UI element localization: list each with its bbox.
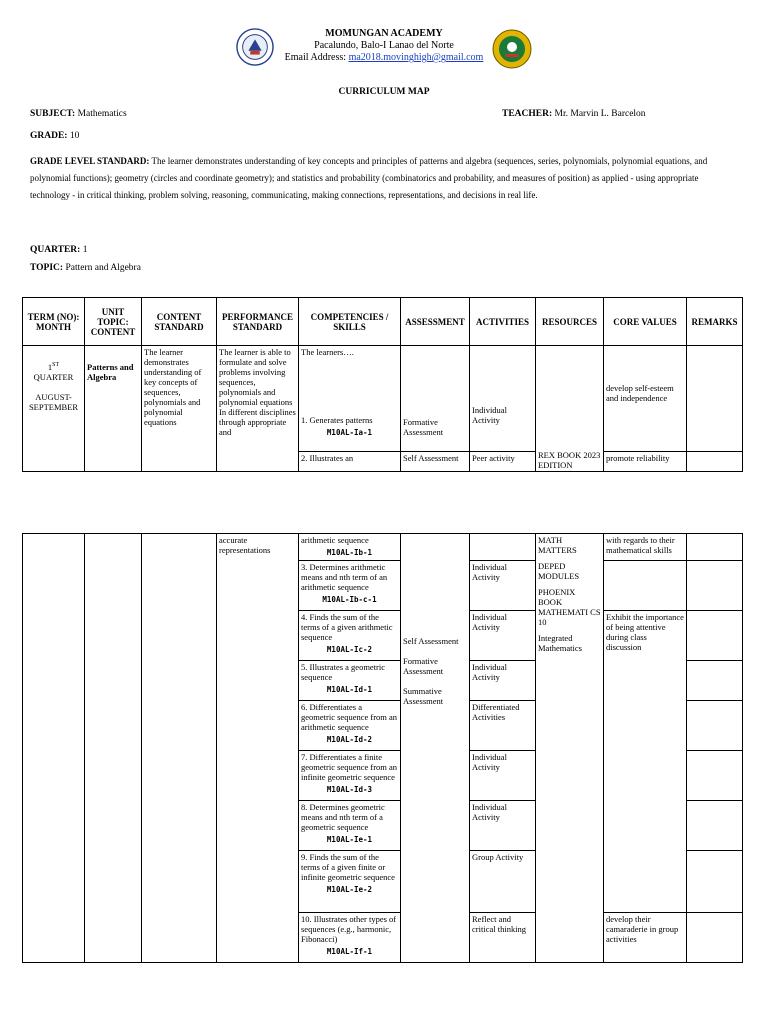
remarks-10 [687,913,743,963]
competency-5: 5. Illustrates a geometric sequence M10AL-Id-1 [299,661,401,701]
assessment-cell: Formative Assessment [401,346,470,452]
topic-field [30,263,141,273]
email-label: Email Address: [284,52,347,63]
assessment-summative: Summative Assessment [403,686,444,706]
competency-1-code: M10AL-Ia-1 [326,428,373,437]
activity-8: Individual Activity [470,801,536,851]
competency-8: 8. Determines geometric means and nth term of a geometric sequence M10AL-Ie-1 [299,801,401,851]
assessment-2: Self Assessment [401,451,470,471]
term-number: 1ST [47,361,60,372]
subject-value: Mathematics [77,109,127,119]
resources-cell: REX BOOK 2023 EDITION [536,346,604,472]
gls-text: The learner demonstrates understanding of key concepts and principles of patterns and algebra (sequences, series, polynomials, polynomial equations, and polynomial functions); geometry (circles and coordinate geometry); and statistics and probability (combinatorics and probability, and measures of position) as applied - using appropriate technology - in critical thinking, problem solving, reasoning, communicating, making connections, representations, and decisions in real life. [30,156,708,200]
activity-cell: Individual Activity [470,346,536,452]
header-assessment: ASSESSMENT [401,298,470,346]
term-months: AUGUST-SEPTEMBER [28,391,79,412]
school-name: MOMUNGAN ACADEMY [325,28,443,39]
activity-4: Individual Activity [470,611,536,661]
document-header [0,28,768,64]
grade-value: 10 [69,131,80,141]
school-address: Pacalundo, Balo-I Lanao del Norte [314,40,454,51]
remarks-4 [687,611,743,661]
remarks-5 [687,661,743,701]
assessment-cell-cont [401,534,470,963]
remarks-8 [687,801,743,851]
performance-standard-cell: The learner is able to formulate and solve problems involving sequences, polynomials and polynomial equations In different disciplines through appropriate and [217,346,299,472]
competency-4-code: M10AL-Ic-2 [326,645,373,654]
remarks-7 [687,751,743,801]
teacher-field [502,109,646,119]
competency-6-code: M10AL-Id-2 [326,735,373,744]
curriculum-table-part2 [22,533,743,963]
activity-2: Peer activity [470,451,536,471]
competency-2-code: M10AL-Ib-1 [326,548,373,557]
unit-cell: Patterns and Algebra [85,346,142,472]
competency-10: 10. Illustrates other types of sequences (e.g., harmonic, Fibonacci) M10AL-If-1 [299,913,401,963]
remarks-cell [687,346,743,452]
remarks-9 [687,851,743,913]
header-activities: ACTIVITIES [470,298,536,346]
resource-item: Integrated Mathematics [538,633,582,653]
term-cell [23,346,85,472]
assessment-formative: Formative Assessment [403,656,444,676]
topic-value: Pattern and Algebra [65,263,141,273]
competency-8-code: M10AL-Ie-1 [326,835,373,844]
activity-9: Group Activity [470,851,536,913]
term-cell-cont [23,534,85,963]
remarks-cont [687,534,743,561]
header-term: TERM (NO): MONTH [23,298,85,346]
competency-cell [299,346,401,452]
core-values-10: develop their camaraderie in group activities [604,913,687,963]
header-remarks: REMARKS [687,298,743,346]
header-unit: UNIT TOPIC: CONTENT [85,298,142,346]
header-resources: RESOURCES [536,298,604,346]
competency-7: 7. Differentiates a finite geometric sequence from an infinite geometric sequence M10AL-Id-3 [299,751,401,801]
document-title: CURRICULUM MAP [338,87,430,97]
competency-10-code: M10AL-If-1 [326,947,373,956]
activity-6: Differentiated Activities [470,701,536,751]
teacher-label: TEACHER: [502,109,553,119]
subject-field [30,109,127,119]
quarter-label: QUARTER: [30,245,81,255]
activity-10: Reflect and critical thinking [470,913,536,963]
competency-9: 9. Finds the sum of the terms of a given finite or infinite geometric sequence M10AL-Ie-2 [299,851,401,913]
core-values-cont: with regards to their mathematical skills [604,534,687,561]
resource-item: DEPED MODULES [538,561,580,581]
email-line [0,52,768,64]
core-values-cell: develop self-esteem and independence [604,346,687,452]
unit-cell-cont [85,534,142,963]
activity-7: Individual Activity [470,751,536,801]
competency-4: 4. Finds the sum of the terms of a given arithmetic sequence M10AL-Ic-2 [299,611,401,661]
resource-item: MATH MATTERS [538,535,577,555]
quarter-value: 1 [82,245,88,255]
core-values-3 [604,561,687,611]
header-core-values: CORE VALUES [604,298,687,346]
resource-item: PHOENIX BOOK MATHEMATI CS 10 [538,587,601,627]
content-standard-cell: The learner demonstrates understanding of key concepts of sequences, polynomials and polynomial equations [142,346,217,472]
subject-label: SUBJECT: [30,109,76,119]
topic-label: TOPIC: [30,263,64,273]
header-competencies: COMPETENCIES / SKILLS [299,298,401,346]
activity-5: Individual Activity [470,661,536,701]
core-values-2: promote reliability [604,451,687,471]
grade-label: GRADE: [30,131,68,141]
email-link[interactable]: ma2018.movinghigh@gmail.com [348,52,484,63]
competency-3: 3. Determines arithmetic means and nth term of an arithmetic sequence M10AL-Ib-c-1 [299,561,401,611]
activity-3: Individual Activity [470,561,536,611]
grade-field [30,131,79,141]
core-values-4: Exhibit the importance of being attentive during class discussion [604,611,687,913]
competency-5-code: M10AL-Id-1 [326,685,373,694]
remarks-6 [687,701,743,751]
competency-1: 1. Generates patterns [301,415,373,425]
competency-6: 6. Differentiates a geometric sequence from an arithmetic sequence M10AL-Id-2 [299,701,401,751]
content-standard-cont [142,534,217,963]
quarter-field [30,245,87,255]
competency-7-code: M10AL-Id-3 [326,785,373,794]
competency-2-cont: arithmetic sequence M10AL-Ib-1 [299,534,401,561]
performance-standard-cont: accurate representations [217,534,299,963]
remarks-3 [687,561,743,611]
competency-intro: The learners…. [301,347,354,357]
activity-2-cont [470,534,536,561]
header-performance-standard: PERFORMANCE STANDARD [217,298,299,346]
gls-label: GRADE LEVEL STANDARD: [30,156,150,166]
grade-level-standard [30,153,730,204]
curriculum-table-part1 [22,297,743,472]
competency-2-start: 2. Illustrates an [299,451,401,471]
competency-9-code: M10AL-Ie-2 [326,885,373,894]
teacher-value: Mr. Marvin L. Barcelon [554,109,646,119]
header-content-standard: CONTENT STANDARD [142,298,217,346]
resources-cell-cont [536,534,604,963]
remarks-2 [687,451,743,471]
term-quarter: QUARTER [33,371,74,382]
assessment-self: Self Assessment [403,636,459,646]
competency-3-code: M10AL-Ib-c-1 [322,595,377,604]
